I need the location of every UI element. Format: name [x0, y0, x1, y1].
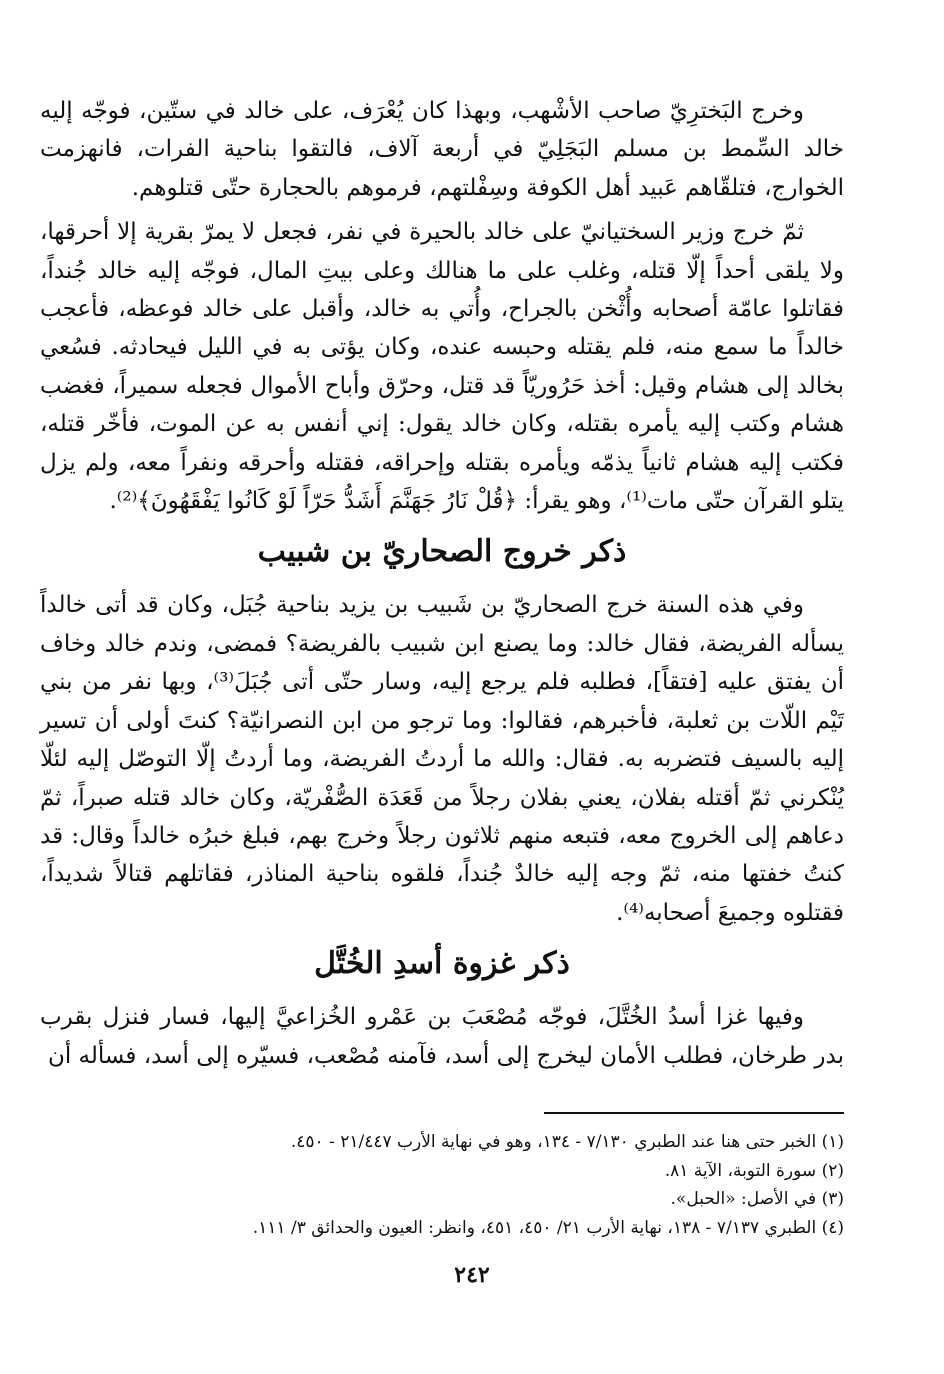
paragraph-2: ثمّ خرج وزير السختيانيّ على خالد بالحيرة في نفر، فجعل لا يمرّ بقرية إلا أحرقها، ولا يلقى أحداً إلّا قتله، وغلب على ما هنالك وعلى بيتِ المال، فوجّه إليه خالد جُنداً، فقاتلوا عامّة أصحابه وأُثْخن بالجراح، وأُتي به خالد، وأقبل على خالد فوعظه، فأعجب خالداً ما سمع منه، فلم يقتله وحبسه عنده، وكان يؤتى به في الليل فيحادثه. فسُعي بخالد إلى هشام وقيل: أخذ حَرُوريّاً قد قتل، وحرّق وأباح الأموال فجعله سميراً، فغضب هشام وكتب إليه يأمره بقتله، وكان خالد يقول: إني أنفس به عن الموت، فأخّر قتله، فكتب إليه هشام ثانياً يذمّه ويأمره بقتله وإحراقه، فقتله وأحرقه ونفراً معه، ولم يزل يتلو القرآن حتّى مات⁽¹⁾، وهو يقرأ: ﴿قُلْ نَارُ جَهَنَّمَ أَشَدُّ حَرّاً لَوْ كَانُوا يَفْقَهُونَ﴾⁽²⁾. — [40, 219, 844, 515]
section-heading-1: ذكر خروج الصحاريّ بن شبيب — [257, 534, 627, 570]
footnote-3: (٣) في الأصل: «الحبل». — [670, 1189, 844, 1209]
section-heading-2: ذكر غزوة أسدِ الخُتَّل — [314, 946, 570, 982]
footnote-2: (٢) سورة التوبة، الآية ٨١. — [664, 1160, 844, 1181]
page-number: ٢٤٢ — [454, 1262, 490, 1288]
paragraph-3: وفي هذه السنة خرج الصحاريّ بن شَبيب بن يزيد بناحية جُبَل، وكان قد أتى خالداً يسأله الفريضة، فقال خالد: وما يصنع ابن شبيب بالفريضة؟ فمضى، وندم خالد وخاف أن يفتق عليه [فتقاً]، فطلبه فلم يرجع إليه، وسار حتّى أتى جُبَلَ⁽³⁾، وبها نفر من بني تَيْم اللّات بن ثعلبة، فأخبرهم، فقالوا: وما ترجو من ابن النصرانيّة؟ كنتَ أولى أن تسير إليه بالسيف فتضربه به. فقال: والله ما أردتُ الفريضة، وما أردتُ إلّا التوصّل إليه لئلّا يُنْكرني ثمّ أقتله بفلان، يعني بفلان رجلاً من قَعَدَة الصُّفْريّة، وكان خالد قتله صبراً، ثمّ دعاهم إلى الخروج معه، فتبعه منهم ثلاثون رجلاً وخرج بهم، فبلغ خبرُه خالداً وقال: قد كنتُ خفتها منه، ثمّ وجه إليه خالدٌ جُنداً، فلقوه بناحية المناذر، فقاتلهم قتالاً شديداً، فقتلوه وجميعَ أصحابه⁽⁴⁾. — [40, 592, 844, 926]
footnote-divider — [544, 1112, 844, 1114]
footnote-4: (٤) الطبري ٧/١٣٧ - ١٣٨، نهاية الأرب ٢١/ ٤٥٠، ٤٥١، وانظر: العيون والحدائق ٣/ ١١١. — [252, 1217, 844, 1238]
paragraph-1: وخرج البَخترِيّ صاحب الأشْهب، وبهذا كان يُعْرَف، على خالد في ستّين، فوجّه إليه خالد السِّمط بن مسلم البَجَلِيّ في أربعة آلاف، فالتقوا بناحية الفرات، فانهزمت الخوارج، فتلقّاهم عَبيد أهل الكوفة وسِفْلتهم، فرموهم بالحجارة حتّى قتلوهم. — [40, 98, 844, 201]
page-body — [40, 92, 844, 1075]
footnote-1: (١) الخبر حتى هنا عند الطبري ٧/١٣٠ - ١٣٤، وهو في نهاية الأرب ٢١/٤٤٧ - ٤٥٠. — [290, 1132, 844, 1152]
footnotes — [40, 1128, 844, 1242]
paragraph-4: وفيها غزا أسدُ الخُتَّلَ، فوجّه مُصْعَبَ بن عَمْرو الخُزاعيَّ إليها، فسار فنزل بقرب بدر طرخان، فطلب الأمان ليخرج إلى أسد، فآمنه مُصْعب، فسيّره إلى أسد، فسأله أن — [40, 1004, 844, 1069]
